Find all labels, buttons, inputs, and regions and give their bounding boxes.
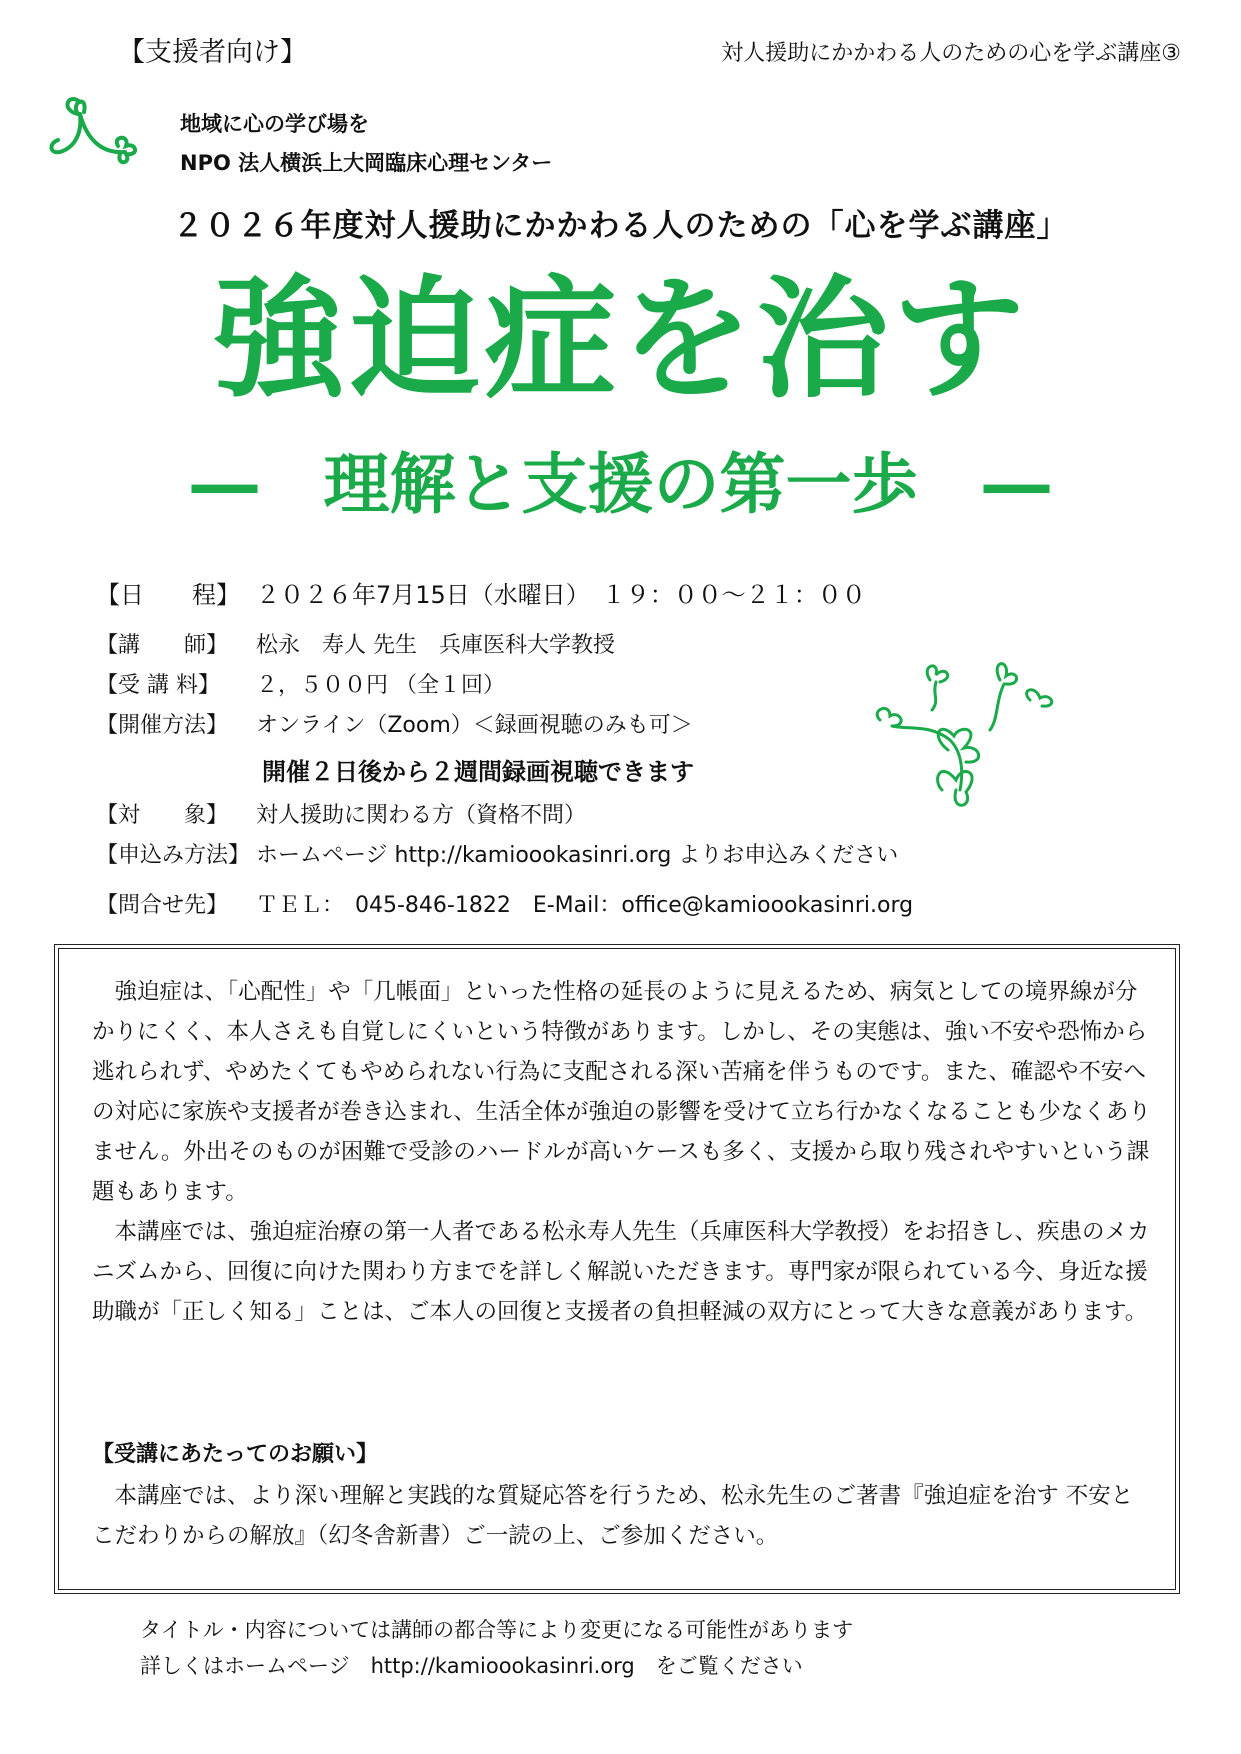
lecturer-value: 松永 寿人 先生 兵庫医科大学教授	[256, 633, 615, 658]
info-lecturer	[96, 628, 615, 659]
method-value: オンライン（Zoom）＜録画視聴のみも可＞	[256, 713, 693, 738]
series-title: ２０２６年度対人援助にかかわる人のための「心を学ぶ講座」	[172, 208, 1069, 244]
fee-label: 【受 講 料】	[96, 673, 220, 698]
footer-note-2: 詳しくはホームページ http://kamioookasinri.org をご覧ください	[140, 1654, 803, 1678]
info-apply	[96, 838, 898, 869]
info-date	[96, 575, 866, 610]
clover-logo-icon	[40, 92, 150, 182]
contact-label: 【問合せ先】	[96, 893, 229, 918]
target-value: 対人援助に関わる方（資格不問）	[256, 803, 587, 828]
apply-value[interactable]: ホームページ http://kamioookasinri.org よりお申込みください	[256, 843, 899, 868]
request-paragraph: 本講座では、より深い理解と実践的な質疑応答を行うため、松永先生のご著書『強迫症を治す 不安とこだわりからの解放』（幻冬舎新書）ご一読の上、ご参加ください。	[92, 1483, 1134, 1549]
paragraph-2: 本講座では、強迫症治療の第一人者である松永寿人先生（兵庫医科大学教授）をお招きし、疾患のメカニズムから、回復に向けた関わり方までを詳しく解説いただきます。専門家が限られている今、身近な援助職が「正しく知る」ことは、ご本人の回復と支援者の負担軽減の双方にとって大きな意義があります。	[92, 1219, 1150, 1325]
paragraph-1: 強迫症は、「心配性」や「几帳面」といった性格の延長のように見えるため、病気としての境界線が分かりにくく、本人さえも自覚しにくいという特徴があります。しかし、その実態は、強い不安や恐怖から逃れられず、やめたくてもやめられない行為に支配される深い苦痛を伴うものです。また、確認や不安への対応に家族や支援者が巻き込まれ、生活全体が強迫の影響を受けて立ち行かなくなることも少なくありません。外出そのものが困難で受診のハードルが高いケースも多く、支援から取り残されやすいという課題もあります。	[92, 979, 1151, 1205]
request-text	[92, 1476, 1152, 1556]
request-heading: 【受講にあたってのお願い】	[92, 1442, 379, 1467]
target-label: 【対 象】	[96, 803, 229, 828]
footer-note-1: タイトル・内容については講師の都合等により変更になる可能性があります	[140, 1618, 854, 1642]
sub-title: ― 理解と支援の第一歩 ―	[191, 446, 1050, 523]
series-label: 対人援助にかかわる人のための心を学ぶ講座③	[721, 41, 1181, 66]
lecturer-label: 【講 師】	[96, 633, 229, 658]
info-target	[96, 798, 586, 829]
date-value: ２０２６年7月15日（水曜日） １９：００～２１：００	[256, 581, 866, 609]
organization-name: NPO 法人横浜上大岡臨床心理センター	[180, 151, 553, 175]
info-contact	[96, 888, 913, 919]
apply-label: 【申込み方法】	[96, 843, 251, 868]
date-label: 【日 程】	[96, 581, 240, 609]
method-label: 【開催方法】	[96, 713, 229, 738]
audience-label: 【支援者向け】	[118, 37, 307, 68]
description-text	[92, 972, 1152, 1332]
fee-value: ２，５００円 （全１回）	[256, 673, 505, 698]
info-method	[96, 708, 693, 739]
info-fee	[96, 668, 505, 699]
contact-value[interactable]: ＴＥＬ： 045-846-1822 E-Mail：office@kamioookasinri.org	[256, 893, 914, 918]
tagline: 地域に心の学び場を	[180, 112, 369, 136]
method-note: 開催２日後から２週間録画視聴できます	[262, 758, 694, 786]
main-title: 強迫症を治す	[212, 263, 1029, 417]
sprouts-illustration-icon	[870, 640, 1070, 820]
